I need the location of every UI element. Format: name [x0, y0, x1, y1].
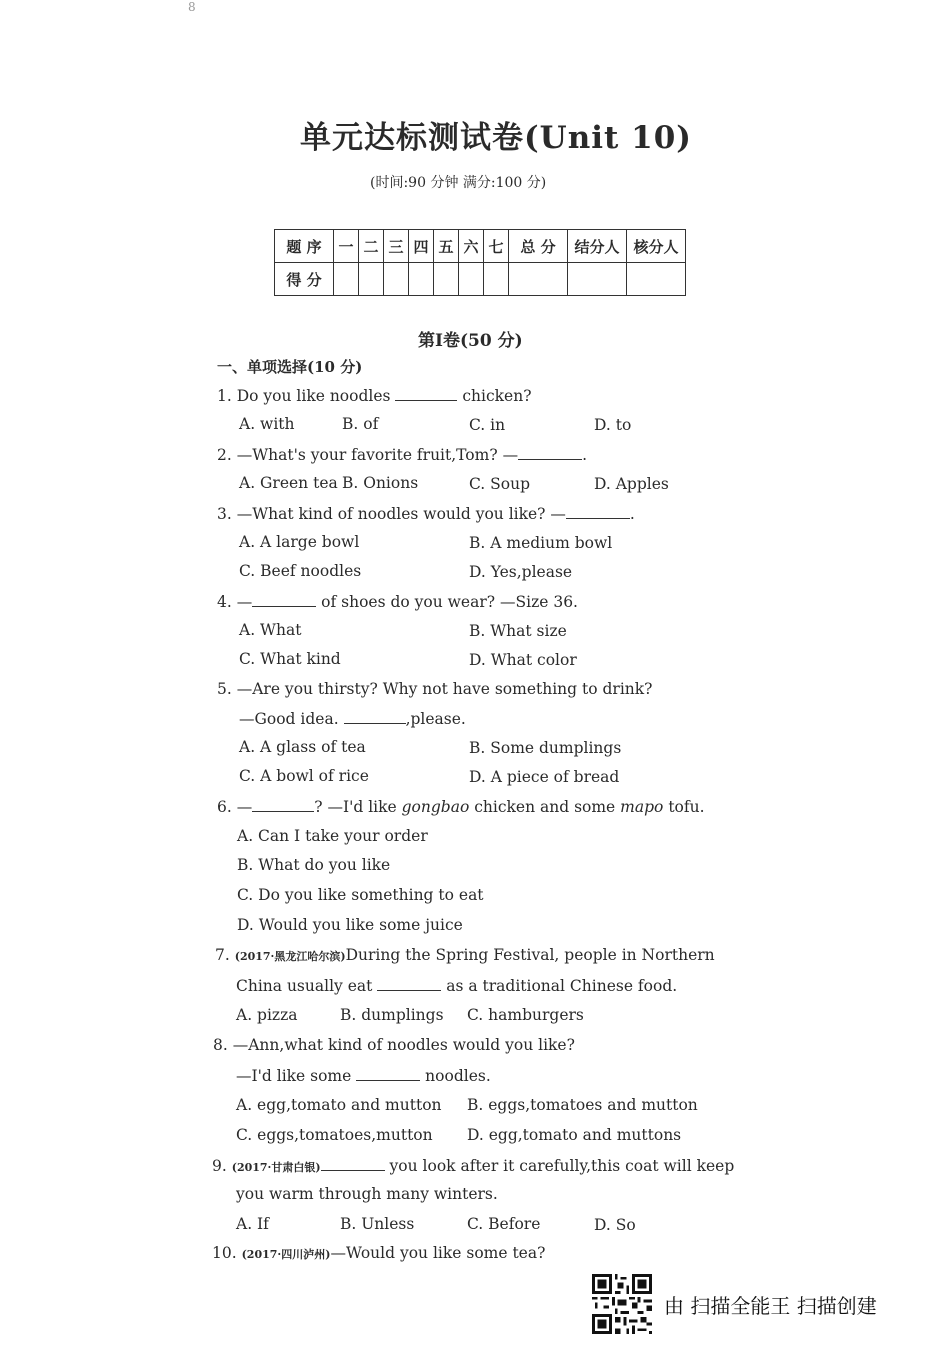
option-a: A. Green tea [239, 474, 338, 492]
question-7-line2 [236, 976, 677, 995]
question-text: — [236, 593, 253, 611]
score-table-score-row [275, 263, 686, 296]
option-a: A. egg,tomato and mutton [236, 1096, 442, 1114]
answer-blank [377, 976, 441, 991]
question-text: chicken and some [474, 798, 616, 816]
option-d: D. So [594, 1216, 636, 1234]
question-number: 9. [212, 1157, 227, 1175]
question-text: —What kind of noodles would you like? — [236, 505, 566, 523]
option-a: A. A large bowl [239, 533, 360, 551]
question-text: as a traditional Chinese food. [446, 977, 678, 995]
score-cell: 题 序 [275, 230, 334, 263]
question-text: of shoes do you wear? —Size 36. [321, 593, 578, 611]
score-table [274, 229, 686, 296]
score-cell-empty [484, 263, 509, 296]
option-b: B. of [342, 415, 379, 433]
option-c: C. Soup [469, 475, 531, 493]
option-d: D. Yes,please [469, 563, 573, 581]
option-d: D. to [594, 416, 632, 434]
option-c: C. A bowl of rice [239, 767, 369, 785]
option-d: D. Would you like some juice [237, 916, 463, 934]
page-subtitle: (时间:90 分钟 满分:100 分) [370, 175, 547, 191]
question-text: . [629, 505, 635, 523]
score-cell-empty [409, 263, 434, 296]
question-text: you look after it carefully,this coat will keep [389, 1157, 735, 1175]
question-text-italic: mapo [620, 798, 664, 816]
question-6 [217, 797, 705, 816]
question-number: 4. [217, 593, 232, 611]
option-c: C. What kind [239, 650, 341, 668]
option-d: D. A piece of bread [469, 768, 620, 786]
score-cell: 七 [484, 230, 509, 263]
score-cell-empty [434, 263, 459, 296]
question-text: —Would you like some tea? [330, 1244, 546, 1262]
question-text: —Are you thirsty? Why not have something to drink? [236, 680, 653, 698]
answer-blank [395, 386, 457, 401]
score-cell: 结分人 [568, 230, 627, 263]
question-text: . [582, 446, 588, 464]
option-b: B. Onions [342, 474, 419, 492]
option-a: A. Can I take your order [237, 827, 428, 845]
page-title: 单元达标测试卷(Unit 10) [300, 120, 692, 156]
question-text: noodles. [425, 1067, 491, 1085]
question-9 [212, 1156, 734, 1175]
question-8 [213, 1036, 575, 1054]
option-a: A. with [239, 415, 295, 433]
score-cell-empty [459, 263, 484, 296]
section-title: 第Ⅰ卷(50 分) [418, 331, 523, 351]
option-d: D. Apples [594, 475, 669, 493]
question-source: (2017·黑龙江哈尔滨) [234, 950, 346, 963]
question-3 [217, 504, 635, 523]
score-cell-empty [384, 263, 409, 296]
question-1 [217, 386, 532, 405]
question-text: ? —I'd like [314, 798, 397, 816]
option-d: D. egg,tomato and muttons [467, 1126, 682, 1144]
footer-watermark: 由 扫描全能王 扫描创建 [664, 1294, 877, 1318]
answer-blank [344, 709, 406, 724]
option-c: C. Do you like something to eat [237, 886, 484, 904]
question-number: 1. [217, 387, 232, 405]
score-cell-empty [568, 263, 627, 296]
answer-blank [518, 445, 582, 460]
question-9-line2: you warm through many winters. [236, 1185, 498, 1203]
question-7 [215, 946, 715, 964]
question-text: China usually eat [236, 977, 373, 995]
option-c: C. eggs,tomatoes,mutton [236, 1126, 433, 1144]
answer-blank [321, 1156, 385, 1171]
question-text: During the Spring Festival, people in Northern [345, 946, 715, 964]
score-cell: 五 [434, 230, 459, 263]
option-c: C. Before [467, 1215, 541, 1233]
question-2 [217, 445, 587, 464]
question-text: — [236, 798, 253, 816]
score-cell-empty [334, 263, 359, 296]
option-b: B. Some dumplings [469, 739, 622, 757]
question-number: 2. [217, 446, 232, 464]
option-b: B. What do you like [237, 856, 391, 874]
question-10 [212, 1244, 545, 1262]
question-source: (2017·甘肃白银) [231, 1161, 321, 1174]
question-text: ,please. [405, 710, 466, 728]
question-number: 6. [217, 798, 232, 816]
score-cell: 一 [334, 230, 359, 263]
question-source: (2017·四川泸州) [241, 1248, 331, 1261]
score-cell: 核分人 [627, 230, 686, 263]
question-number: 5. [217, 680, 232, 698]
question-number: 3. [217, 505, 232, 523]
question-text: —Ann,what kind of noodles would you like? [232, 1036, 575, 1054]
option-b: B. dumplings [340, 1006, 444, 1024]
answer-blank [356, 1066, 420, 1081]
score-cell: 二 [359, 230, 384, 263]
corner-mark: 8 [188, 0, 196, 14]
option-b: B. Unless [340, 1215, 415, 1233]
question-text: Do you like noodles [236, 387, 391, 405]
score-cell: 四 [409, 230, 434, 263]
question-8-line2 [236, 1066, 491, 1085]
option-b: B. What size [469, 622, 567, 640]
part-title: 一、单项选择(10 分) [217, 358, 363, 376]
option-a: A. A glass of tea [239, 738, 366, 756]
question-text: —Good idea. [239, 710, 339, 728]
option-b: B. A medium bowl [469, 534, 613, 552]
answer-blank [252, 592, 316, 607]
score-cell: 总 分 [509, 230, 568, 263]
option-a: A. pizza [236, 1006, 298, 1024]
score-cell: 得 分 [275, 263, 334, 296]
answer-blank [252, 797, 314, 812]
option-d: D. What color [469, 651, 577, 669]
question-number: 7. [215, 946, 230, 964]
score-cell-empty [627, 263, 686, 296]
question-number: 8. [213, 1036, 228, 1054]
option-a: A. If [236, 1215, 269, 1233]
option-a: A. What [239, 621, 302, 639]
question-text: —I'd like some [236, 1067, 352, 1085]
question-5 [217, 680, 652, 698]
option-c: C. hamburgers [467, 1006, 584, 1024]
score-cell-empty [359, 263, 384, 296]
option-c: C. in [469, 416, 506, 434]
option-c: C. Beef noodles [239, 562, 362, 580]
score-cell-empty [509, 263, 568, 296]
question-text: —What's your favorite fruit,Tom? — [236, 446, 519, 464]
qr-code-icon [592, 1274, 652, 1334]
score-cell: 六 [459, 230, 484, 263]
question-text: tofu. [668, 798, 705, 816]
answer-blank [566, 504, 630, 519]
question-text: chicken? [462, 387, 532, 405]
option-b: B. eggs,tomatoes and mutton [467, 1096, 698, 1114]
score-cell: 三 [384, 230, 409, 263]
question-text-italic: gongbao [401, 798, 470, 816]
question-4 [217, 592, 578, 611]
score-table-header-row [275, 230, 686, 263]
question-5-line2 [239, 709, 466, 728]
question-number: 10. [212, 1244, 237, 1262]
